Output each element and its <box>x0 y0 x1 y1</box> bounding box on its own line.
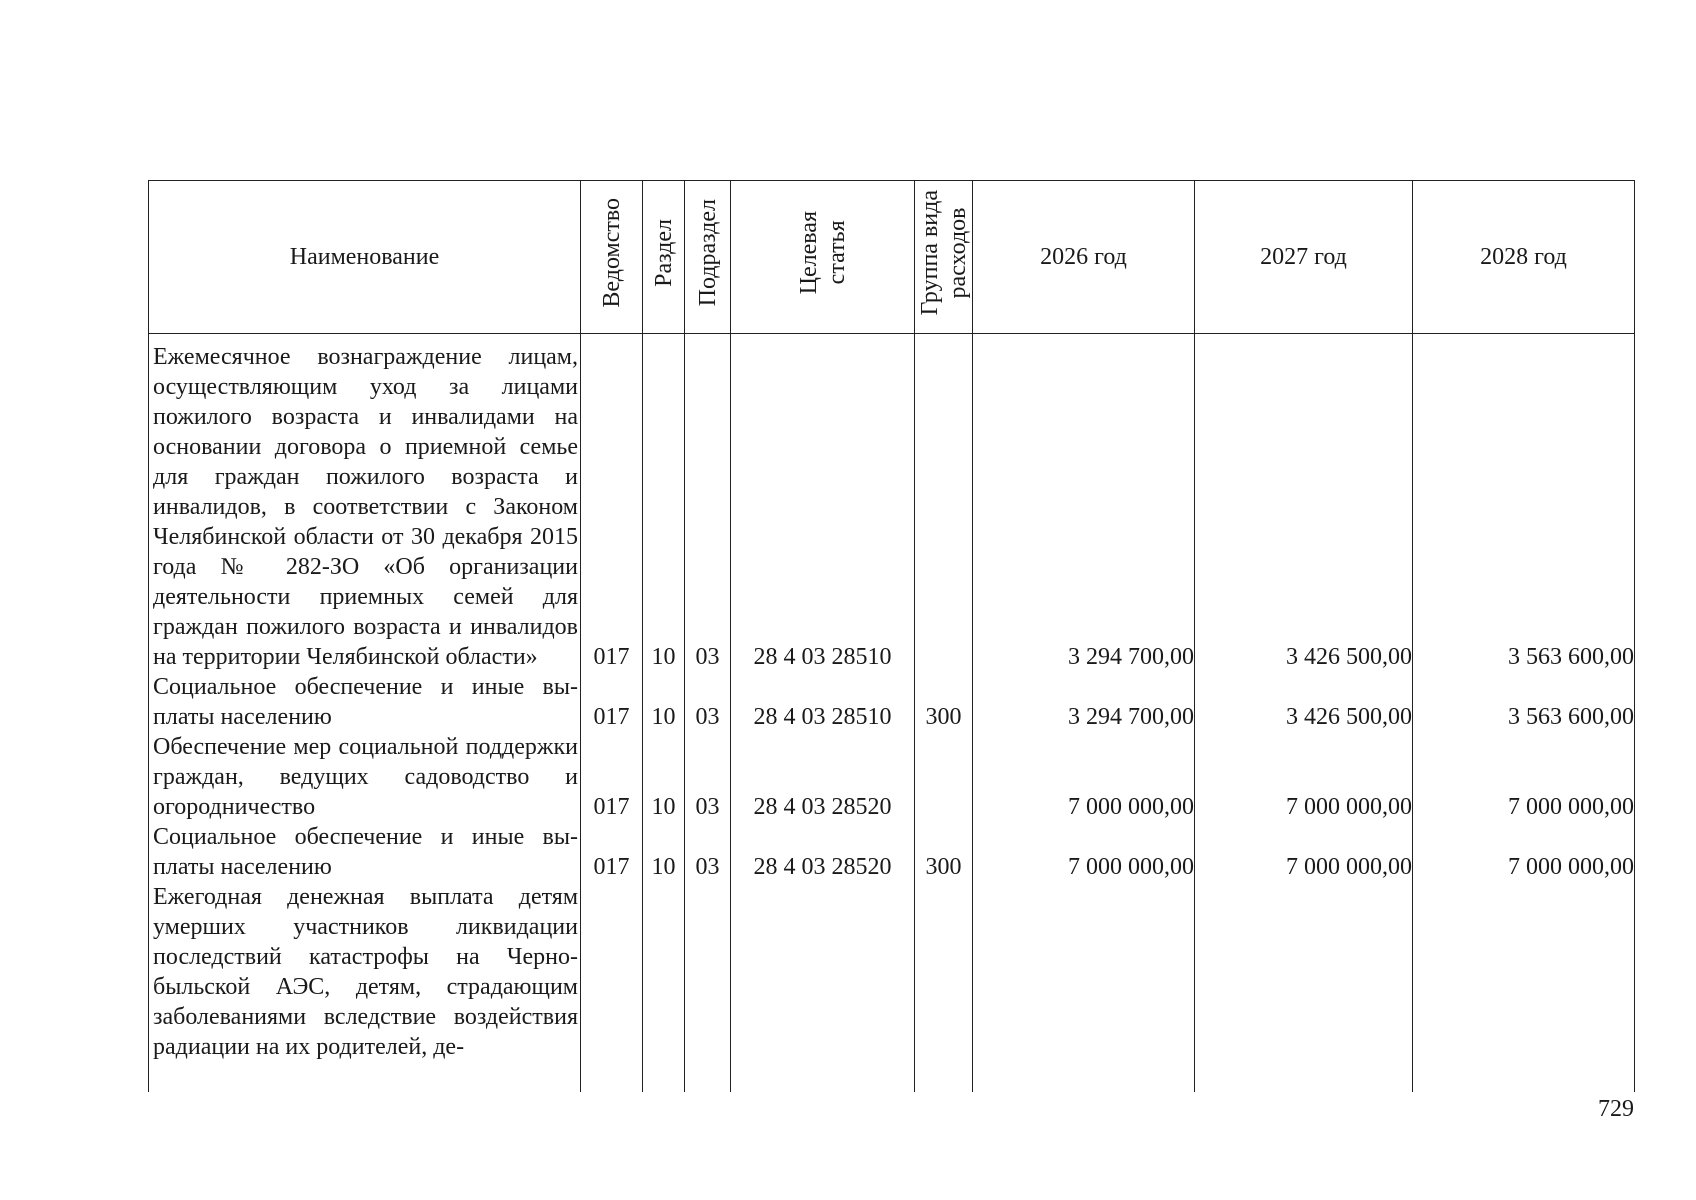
cell-name: Ежегодная денежная выплата детям умерших участников ликвидации последствий катастрофы на Чернобыльской АЭС, детям, страдающим заболеваниями вследствие воздействия радиации на их родителей, де- <box>149 882 581 1092</box>
page-number: 729 <box>1598 1096 1634 1122</box>
header-year-2028: 2028 год <box>1413 181 1635 334</box>
cell-gruppa-vida-rashodov <box>915 882 973 1092</box>
cell-celevaya-statya <box>731 882 915 1092</box>
cell-gruppa-vida-rashodov: 300 <box>915 672 973 732</box>
table-row <box>149 882 1635 1092</box>
cell-year-2026 <box>973 882 1195 1092</box>
cell-podrazdel <box>685 882 731 1092</box>
cell-name: Ежемесячное вознаграждение лицам, осуществляющим уход за лицами пожилого возраста и инвалидами на основании договора о приемной семье для граждан пожилого возраста и инвалидов, в соответствии с Законом Челябинской области от 30 декабря 2015 года № 282-ЗО «Об организации деятельности приемных семей для граждан пожилого возраста и инвалидов на территории Челябинской области» <box>149 334 581 673</box>
table-body <box>149 334 1635 1093</box>
cell-year-2028: 7 000 000,00 <box>1413 732 1635 822</box>
cell-celevaya-statya: 28 4 03 28510 <box>731 672 915 732</box>
cell-year-2028: 3 563 600,00 <box>1413 334 1635 673</box>
table-row <box>149 334 1635 673</box>
cell-podrazdel: 03 <box>685 334 731 673</box>
header-name: Наименование <box>149 181 581 334</box>
cell-gruppa-vida-rashodov <box>915 732 973 822</box>
table-header <box>149 181 1635 334</box>
header-celevaya-statya: Целевая статья <box>731 181 915 334</box>
cell-podrazdel: 03 <box>685 822 731 882</box>
cell-year-2027: 3 426 500,00 <box>1195 334 1413 673</box>
cell-year-2028: 3 563 600,00 <box>1413 672 1635 732</box>
cell-vedomstvo: 017 <box>581 822 643 882</box>
cell-name: Социальное обеспечение и иные выплаты населению <box>149 672 581 732</box>
cell-year-2026: 7 000 000,00 <box>973 732 1195 822</box>
cell-year-2027: 7 000 000,00 <box>1195 822 1413 882</box>
cell-razdel: 10 <box>643 334 685 673</box>
cell-podrazdel: 03 <box>685 732 731 822</box>
cell-celevaya-statya: 28 4 03 28510 <box>731 334 915 673</box>
cell-gruppa-vida-rashodov <box>915 334 973 673</box>
cell-year-2026: 7 000 000,00 <box>973 822 1195 882</box>
header-vedomstvo: Ведомство <box>581 181 643 334</box>
cell-razdel: 10 <box>643 672 685 732</box>
table-row <box>149 822 1635 882</box>
cell-celevaya-statya: 28 4 03 28520 <box>731 732 915 822</box>
header-gruppa-vida-rashodov: Группа вида расходов <box>915 181 973 334</box>
cell-year-2028: 7 000 000,00 <box>1413 822 1635 882</box>
cell-podrazdel: 03 <box>685 672 731 732</box>
cell-vedomstvo: 017 <box>581 732 643 822</box>
cell-year-2027: 7 000 000,00 <box>1195 732 1413 822</box>
table-row <box>149 672 1635 732</box>
cell-vedomstvo <box>581 882 643 1092</box>
header-year-2027: 2027 год <box>1195 181 1413 334</box>
cell-vedomstvo: 017 <box>581 672 643 732</box>
cell-name: Социальное обеспечение и иные выплаты населению <box>149 822 581 882</box>
header-podrazdel: Подраздел <box>685 181 731 334</box>
cell-gruppa-vida-rashodov: 300 <box>915 822 973 882</box>
cell-razdel <box>643 882 685 1092</box>
header-year-2026: 2026 год <box>973 181 1195 334</box>
cell-name: Обеспечение мер социальной поддержки граждан, ведущих садоводство и огородничество <box>149 732 581 822</box>
cell-year-2026: 3 294 700,00 <box>973 334 1195 673</box>
cell-year-2026: 3 294 700,00 <box>973 672 1195 732</box>
cell-vedomstvo: 017 <box>581 334 643 673</box>
budget-table <box>148 180 1635 1092</box>
cell-year-2027 <box>1195 882 1413 1092</box>
table-row <box>149 732 1635 822</box>
header-razdel: Раздел <box>643 181 685 334</box>
cell-razdel: 10 <box>643 732 685 822</box>
cell-celevaya-statya: 28 4 03 28520 <box>731 822 915 882</box>
cell-year-2027: 3 426 500,00 <box>1195 672 1413 732</box>
cell-razdel: 10 <box>643 822 685 882</box>
cell-year-2028 <box>1413 882 1635 1092</box>
